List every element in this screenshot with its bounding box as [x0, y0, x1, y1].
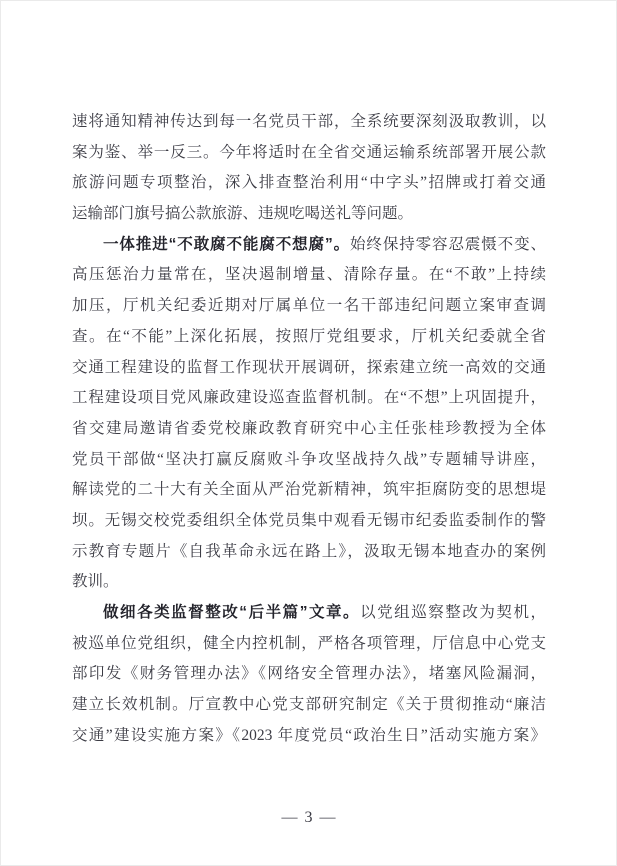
paragraph-text: 高压惩治力量常在，坚决遏制增量、清除存量。在“不敢”上持续 [72, 266, 546, 284]
page-footer [0, 806, 617, 830]
text-line [72, 629, 546, 660]
text-line [72, 168, 546, 199]
text-line [72, 260, 546, 291]
text-line [72, 383, 546, 414]
paragraph-lead: 做细各类监督整改“后半篇”文章。 [103, 604, 361, 621]
footer-dash-right: — [319, 809, 336, 826]
paragraph-2 [72, 230, 546, 598]
text-line [72, 537, 546, 568]
text-line [72, 690, 546, 721]
text-line [72, 414, 546, 445]
paragraph-text: 被巡单位党组织，健全内控机制，严格各项管理，厅信息中心党支 [72, 634, 546, 652]
text-line [72, 721, 546, 752]
text-line [72, 506, 546, 537]
paragraph-text: 始终保持零容忍震慑不变、 [350, 235, 546, 253]
text-line [72, 475, 546, 506]
paragraph-text: 解读党的二十大有关全面从严治党新精神，筑牢拒腐防变的思想堤 [72, 481, 546, 499]
paragraph-text: 交通工程建设的监督工作现状开展调研，探索建立统一高效的交通 [72, 358, 546, 376]
page-number: 3 [304, 809, 313, 826]
paragraph-text: 示教育专题片《自我革命永远在路上》，汲取无锡本地查办的案例 [72, 542, 546, 560]
paragraph-text: 交通”建设实施方案》《2023 年度党员“政治生日”活动实施方案》 [72, 726, 546, 744]
paragraph-text: 省交建局邀请省委党校廉政教育研究中心主任张桂珍教授为全体 [72, 419, 546, 437]
paragraph-3 [72, 598, 546, 751]
text-line [72, 567, 546, 598]
paragraph-text: 加压，厅机关纪委近期对厅属单位一名干部违纪问题立案审查调 [72, 297, 546, 315]
text-line [72, 230, 546, 261]
text-line [72, 659, 546, 690]
text-line [72, 138, 546, 169]
paragraph-text: 运输部门旗号搞公款旅游、违规吃喝送礼等问题。 [72, 205, 414, 223]
text-line [72, 353, 546, 384]
paragraph-text: 工程建设项目党风廉政建设巡查监督机制。在“不想”上巩固提升， [72, 389, 546, 407]
text-line [72, 107, 546, 138]
text-line [72, 322, 546, 353]
paragraph-lead: 一体推进“不敢腐不能腐不想腐”。 [103, 235, 351, 253]
paragraph-text: 案为鉴、举一反三。今年将适时在全省交通运输系统部署开展公款 [72, 143, 546, 161]
text-line [72, 445, 546, 476]
paragraph-1 [72, 107, 546, 230]
text-line [72, 598, 546, 629]
paragraph-text: 坝。无锡交校党委组织全体党员集中观看无锡市纪委监委制作的警 [72, 511, 546, 529]
text-line [72, 199, 546, 230]
paragraph-text: 查。在“不能”上深化拓展，按照厅党组要求，厅机关纪委就全省 [72, 327, 546, 345]
paragraph-text: 建立长效机制。厅宣教中心党支部研究制定《关于贯彻推动“廉洁 [72, 696, 546, 714]
footer-dash-left: — [281, 809, 298, 826]
text-line [72, 291, 546, 322]
paragraph-text: 速将通知精神传达到每一名党员干部，全系统要深刻汲取教训，以 [72, 113, 546, 130]
paragraph-text: 部印发《财务管理办法》《网络安全管理办法》，堵塞风险漏洞， [72, 665, 546, 683]
paragraph-text: 党员干部做“坚决打赢反腐败斗争攻坚战持久战”专题辅导讲座， [72, 450, 546, 468]
document-body [72, 107, 546, 751]
paragraph-text: 教训。 [72, 573, 119, 591]
paragraph-text: 以党组巡察整改为契机， [360, 604, 546, 621]
paragraph-text: 旅游问题专项整治，深入排查整治利用“中字头”招牌或打着交通 [72, 174, 546, 192]
